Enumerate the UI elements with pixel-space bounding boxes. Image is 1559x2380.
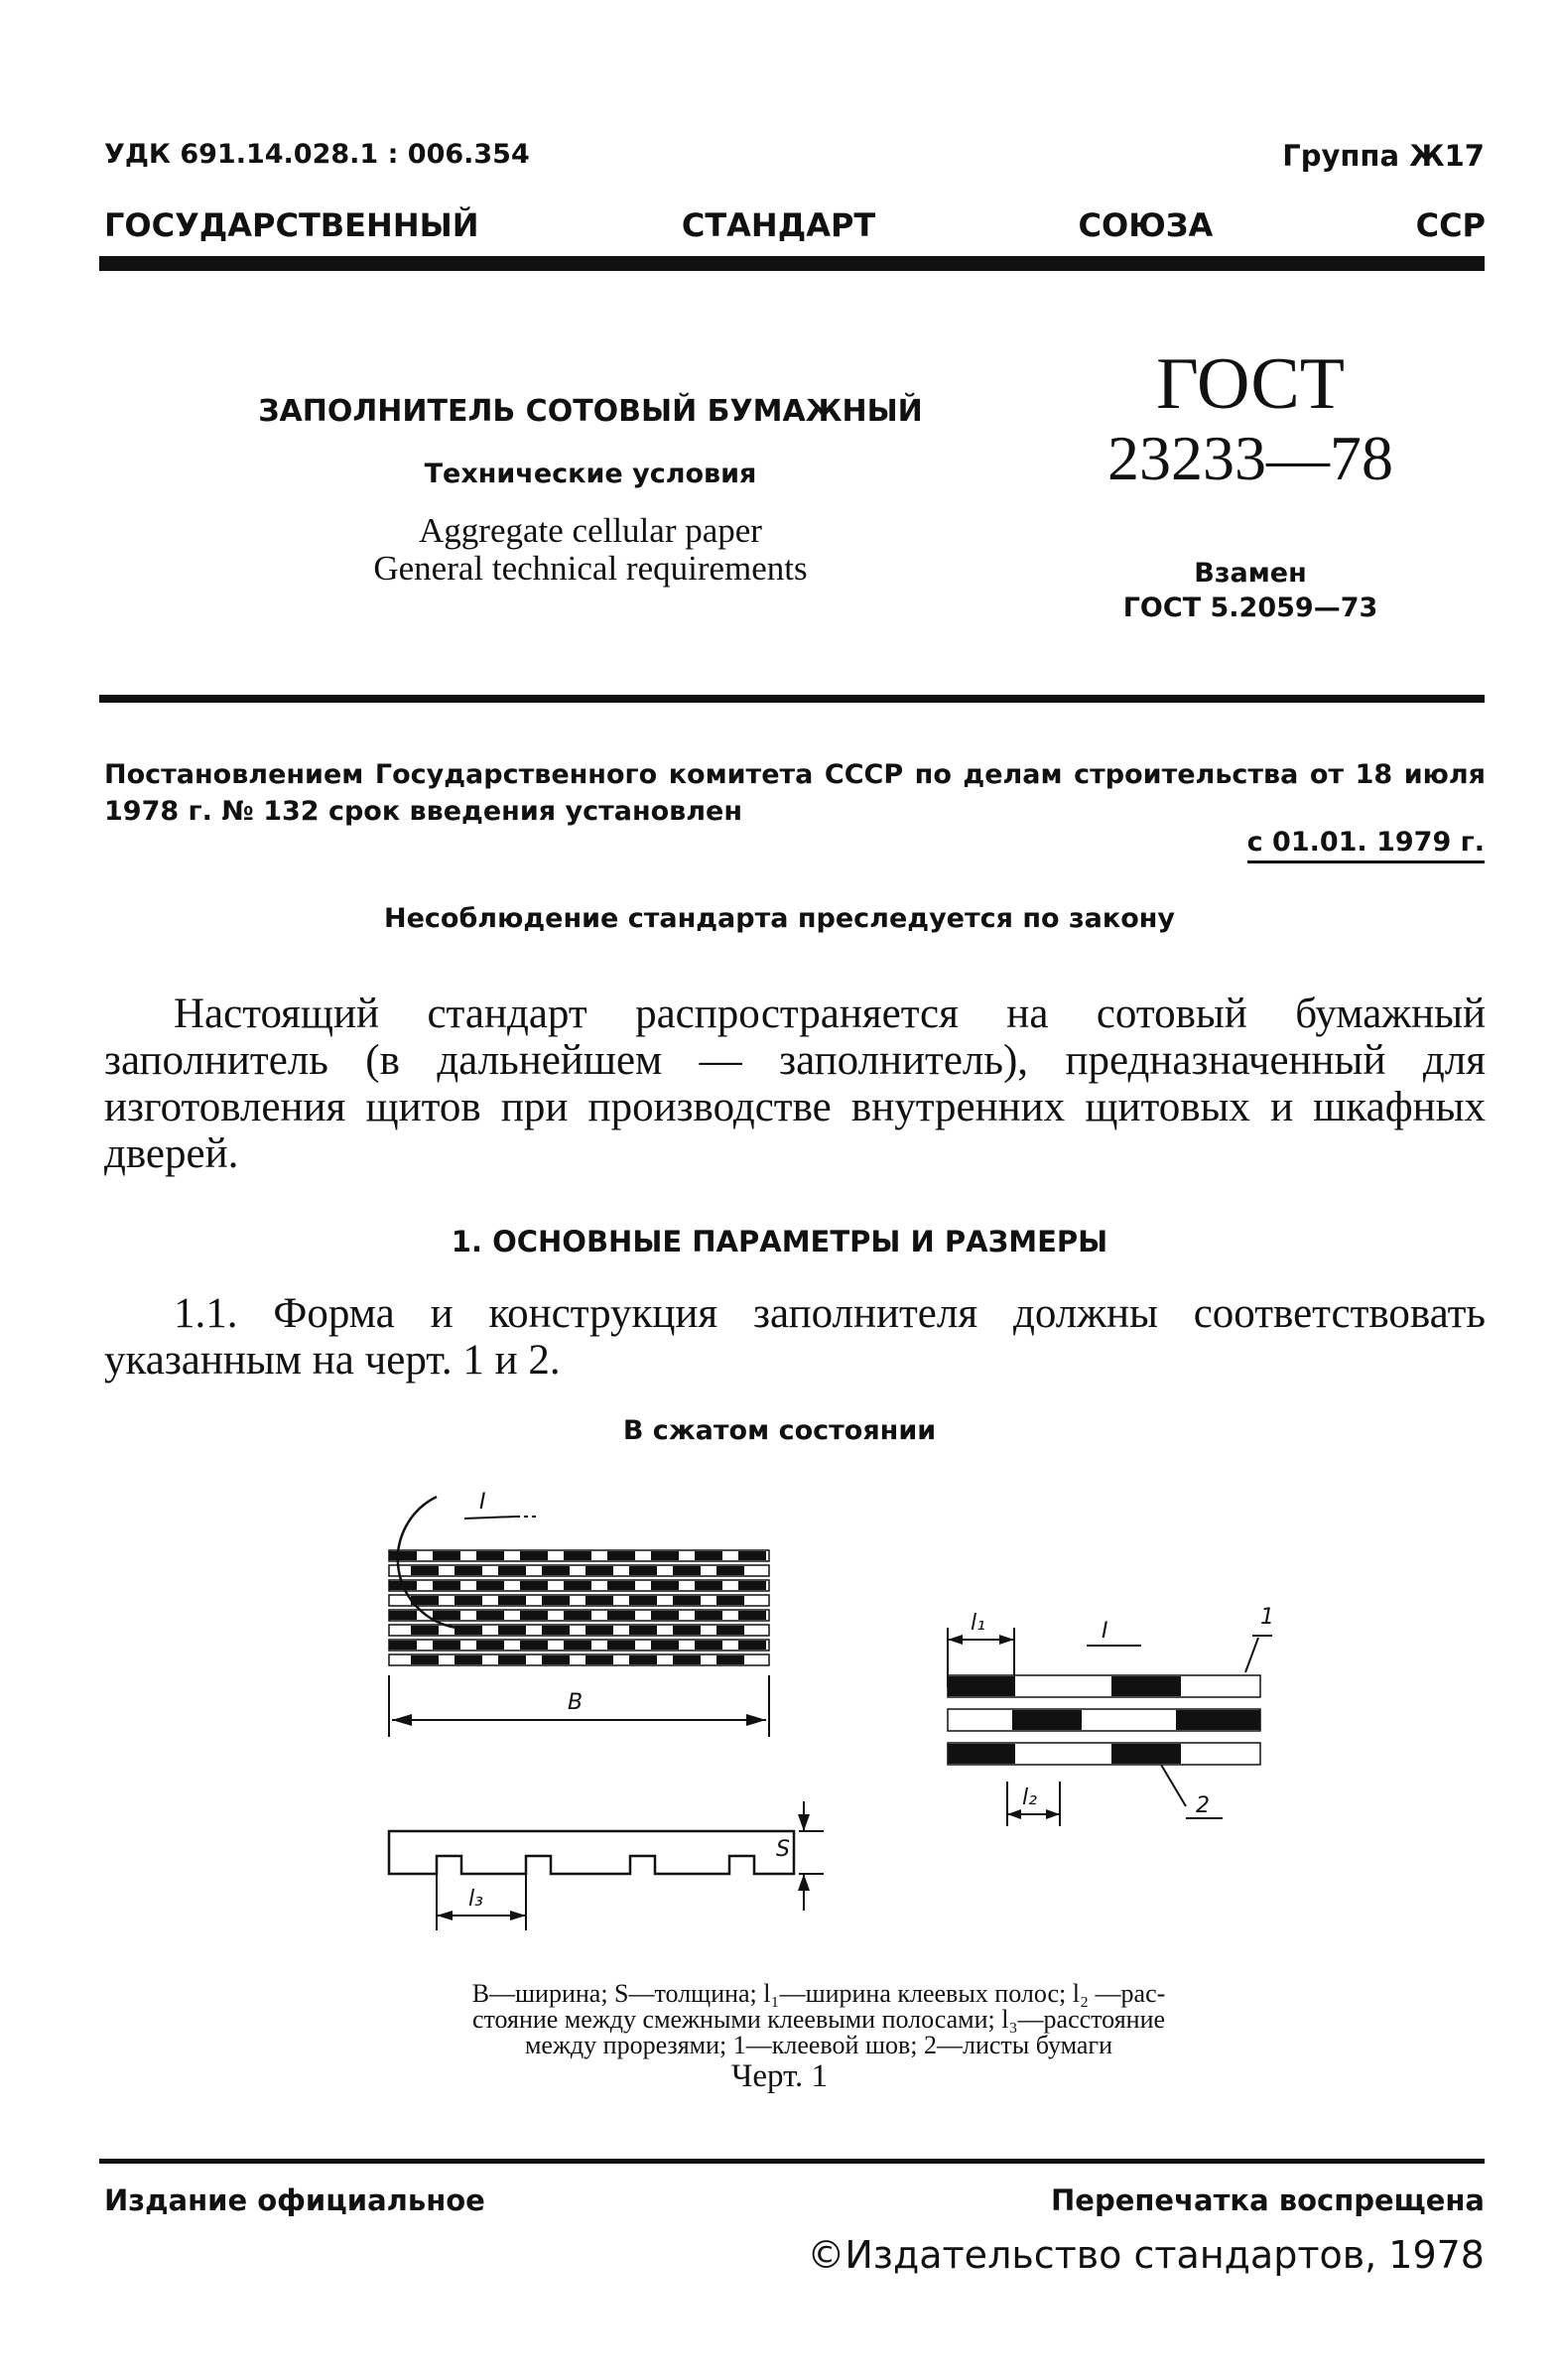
glue-strip xyxy=(695,1551,722,1560)
glue-strip xyxy=(564,1551,591,1560)
l3-label: l₃ xyxy=(468,1887,483,1912)
glue-strip xyxy=(564,1641,591,1650)
dim-s-arrow-top xyxy=(798,1814,810,1831)
detail-glue-strip xyxy=(1111,1676,1181,1696)
width-label: B xyxy=(568,1690,584,1715)
glue-strip xyxy=(673,1566,701,1575)
detail-glue-strip xyxy=(1176,1710,1260,1730)
glue-strip xyxy=(585,1566,613,1575)
document-title: ЗАПОЛНИТЕЛЬ СОТОВЫЙ БУМАЖНЫЙ xyxy=(258,394,923,429)
glue-strip xyxy=(585,1626,613,1635)
banner-word: ГОСУДАРСТВЕННЫЙ xyxy=(104,206,479,244)
glue-strip xyxy=(498,1626,526,1635)
english-title: Aggregate cellular paper xyxy=(419,511,762,550)
figure-number: Черт. 1 xyxy=(730,2058,829,2094)
glue-strip xyxy=(498,1596,526,1605)
dim-b-arrow-right xyxy=(746,1714,766,1726)
replaces-label: Взамен xyxy=(1194,558,1307,589)
glue-strip xyxy=(738,1641,766,1650)
glue-strip xyxy=(738,1551,766,1560)
dim-s-arrow-bottom xyxy=(798,1874,810,1891)
glue-strip xyxy=(498,1566,526,1575)
glue-strip xyxy=(651,1551,679,1560)
intro-paragraph: Настоящий стандарт распространяется на сотовый бумажный заполнитель (в дальнейшем — заполнитель), предназначенный для изготовления щитов при производстве внутренних щитовых и шкафных дверей. xyxy=(104,991,1486,1177)
publisher-line xyxy=(807,2233,1485,2277)
banner-word: ССР xyxy=(1415,206,1486,244)
glue-strip xyxy=(520,1551,548,1560)
caption-line: стояние между смежными клеевыми полосами; l₃—расстояние xyxy=(471,2005,1166,2034)
glue-strip xyxy=(585,1596,613,1605)
decree-text: Постановлением Государственного комитета СССР по делам строительства от 18 июля 1978 г. № 132 срок введения установлен xyxy=(104,759,1486,827)
detail-glue-strip xyxy=(948,1676,1015,1696)
dim-l1-arrow-left xyxy=(948,1635,963,1645)
glue-strip xyxy=(389,1611,417,1620)
glue-seam-label: 1 xyxy=(1260,1605,1274,1630)
glue-strip xyxy=(629,1566,657,1575)
glue-strip xyxy=(455,1626,482,1635)
gost-number: 23233—78 xyxy=(1107,423,1393,493)
section-heading: 1. ОСНОВНЫЕ ПАРАМЕТРЫ И РАЗМЕРЫ xyxy=(451,1225,1108,1258)
detail-circle xyxy=(398,1497,456,1628)
glue-strip xyxy=(411,1566,439,1575)
glue-strip xyxy=(695,1611,722,1620)
glue-strip xyxy=(476,1641,504,1650)
glue-strip xyxy=(716,1596,744,1605)
glue-strip xyxy=(629,1626,657,1635)
glue-strip xyxy=(695,1641,722,1650)
glue-strip xyxy=(542,1566,570,1575)
violation-notice: Несоблюдение стандарта преследуется по закону xyxy=(383,903,1176,934)
detail-glue-strip xyxy=(1012,1710,1082,1730)
glue-strip xyxy=(607,1641,635,1650)
l2-label: l₂ xyxy=(1022,1785,1037,1810)
thickness-label: S xyxy=(776,1837,790,1862)
glue-strip xyxy=(433,1641,460,1650)
paper-sheets-label: 2 xyxy=(1196,1793,1210,1818)
glue-strip xyxy=(411,1655,439,1664)
banner-word: СОЮЗА xyxy=(1078,206,1214,244)
figure-state-label: В сжатом состоянии xyxy=(622,1415,937,1446)
glue-strip xyxy=(716,1626,744,1635)
caption-line: между прорезями; 1—клеевой шов; 2—листы бумаги xyxy=(524,2031,1113,2059)
detail-view-label: I xyxy=(1102,1619,1108,1644)
official-edition: Издание официальное xyxy=(104,2183,485,2217)
detail-ref-label: I xyxy=(479,1490,486,1515)
paper-sheet xyxy=(389,1595,769,1606)
dim-l2-arrow-right xyxy=(1046,1809,1060,1819)
glue-strip xyxy=(673,1596,701,1605)
l1-label: l₁ xyxy=(971,1611,985,1636)
caption-line: B—ширина; S—толщина; l₁—ширина клеевых полос; l₂ —рас- xyxy=(471,1979,1166,2008)
glue-strip xyxy=(673,1655,701,1664)
dim-l3-arrow-left xyxy=(437,1911,453,1920)
glue-strip xyxy=(564,1581,591,1590)
publisher-name: Издательство стандартов, 1978 xyxy=(844,2233,1485,2277)
glue-strip xyxy=(455,1655,482,1664)
replaces-gost: ГОСТ 5.2059—73 xyxy=(1122,593,1378,623)
compressed-honeycomb-view xyxy=(389,1550,769,1665)
glue-strip xyxy=(738,1611,766,1620)
glue-seam-leader xyxy=(1245,1638,1258,1672)
glue-strip xyxy=(433,1551,460,1560)
glue-strip xyxy=(651,1611,679,1620)
english-subtitle: General technical requirements xyxy=(373,549,808,588)
dim-l2-arrow-left xyxy=(1007,1809,1021,1819)
glue-strip xyxy=(455,1596,482,1605)
glue-strip xyxy=(738,1581,766,1590)
reprint-notice: Перепечатка воспрещена xyxy=(1051,2183,1485,2217)
glue-strip xyxy=(716,1655,744,1664)
glue-strip xyxy=(651,1641,679,1650)
paper-sheet xyxy=(389,1565,769,1576)
glue-strip xyxy=(455,1566,482,1575)
paper-sheets-leader xyxy=(1161,1765,1186,1806)
paragraph-1-1: 1.1. Форма и конструкция заполнителя должны соответствовать указанным на черт. 1 и 2. xyxy=(104,1290,1486,1384)
detail-glue-strip xyxy=(948,1744,1015,1764)
copyright-icon: © xyxy=(807,2233,845,2277)
glue-strip xyxy=(695,1581,722,1590)
detail-view xyxy=(948,1675,1260,1765)
glue-strip xyxy=(433,1611,460,1620)
effective-date: с 01.01. 1979 г. xyxy=(1247,827,1485,863)
glue-strip xyxy=(651,1581,679,1590)
udk-code: УДК 691.14.028.1 : 006.354 xyxy=(104,139,530,170)
glue-strip xyxy=(607,1581,635,1590)
glue-strip xyxy=(476,1551,504,1560)
figure-caption xyxy=(327,1981,1310,2058)
group-code: Группа Ж17 xyxy=(1282,139,1485,173)
detail-leader xyxy=(464,1517,516,1519)
bottom-rule xyxy=(99,2159,1485,2164)
dim-l3-arrow-right xyxy=(510,1911,526,1920)
glue-strip xyxy=(716,1566,744,1575)
glue-strip xyxy=(433,1581,460,1590)
glue-strip xyxy=(476,1611,504,1620)
glue-strip xyxy=(411,1626,439,1635)
profile-view xyxy=(389,1831,794,1874)
dim-l1-arrow-right xyxy=(999,1635,1014,1645)
glue-strip xyxy=(607,1551,635,1560)
glue-strip xyxy=(564,1611,591,1620)
glue-strip xyxy=(607,1611,635,1620)
glue-strip xyxy=(476,1581,504,1590)
glue-strip xyxy=(542,1626,570,1635)
glue-strip xyxy=(389,1641,417,1650)
glue-strip xyxy=(673,1626,701,1635)
document-subtitle: Технические условия xyxy=(424,459,757,489)
glue-strip xyxy=(520,1581,548,1590)
glue-strip xyxy=(542,1596,570,1605)
glue-strip xyxy=(629,1655,657,1664)
gost-label: ГОСТ xyxy=(1156,343,1345,425)
glue-strip xyxy=(542,1655,570,1664)
glue-strip xyxy=(629,1596,657,1605)
glue-strip xyxy=(585,1655,613,1664)
glue-strip xyxy=(389,1551,417,1560)
dim-b-arrow-left xyxy=(392,1714,412,1726)
glue-strip xyxy=(520,1641,548,1650)
detail-glue-strip xyxy=(1111,1744,1181,1764)
glue-strip xyxy=(498,1655,526,1664)
glue-strip xyxy=(520,1611,548,1620)
banner-word: СТАНДАРТ xyxy=(681,206,876,244)
paper-sheet xyxy=(389,1654,769,1665)
